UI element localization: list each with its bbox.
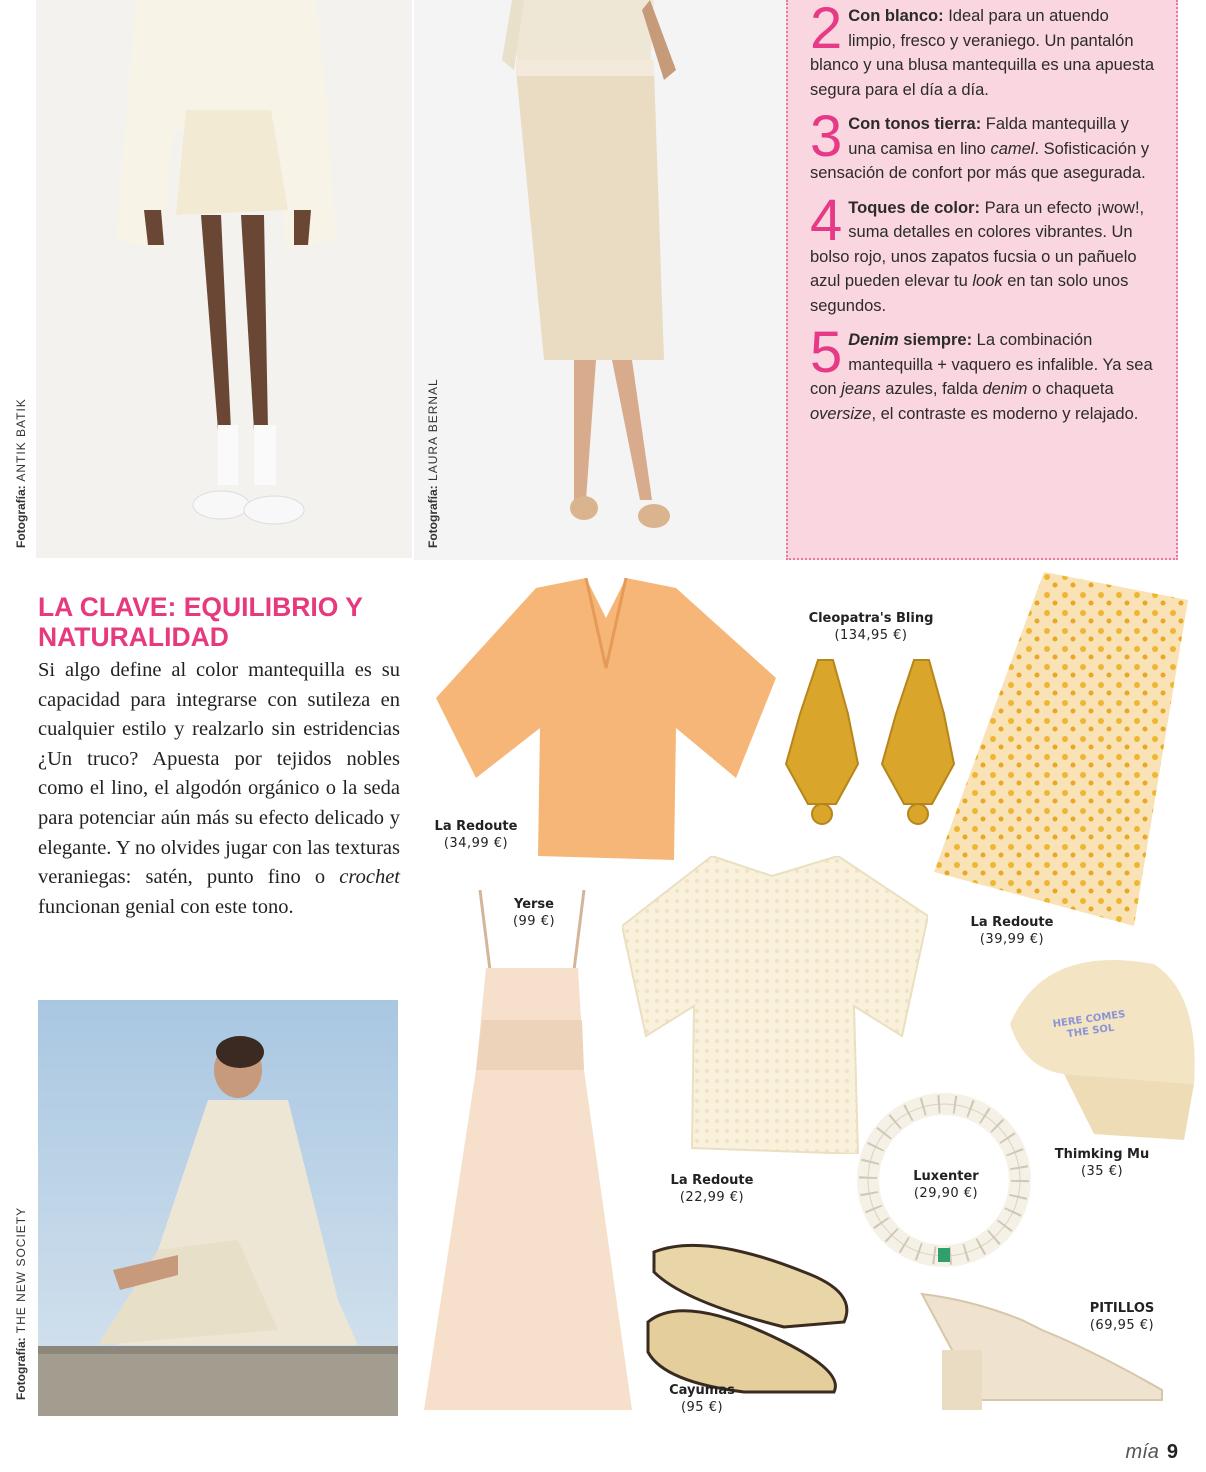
tip-3: 3 Con tonos tierra: Falda mantequilla y una camisa en lino camel. Sofisticación y sensación de confort por más que asegurada.	[810, 104, 1150, 182]
product-label-earrings	[796, 610, 946, 644]
tip-title: Denim siempre:	[848, 331, 973, 349]
photo-credit-the-new-society: Fotografía: THE NEW SOCIETY	[14, 1206, 28, 1400]
product-label-sandals	[1078, 1300, 1166, 1334]
tip-number: 4	[810, 187, 843, 253]
magazine-name: mía	[1125, 1441, 1159, 1463]
brand-name: La Redoute	[670, 1173, 754, 1188]
price: (39,99 €)	[979, 932, 1045, 947]
brand-name: Luxenter	[913, 1169, 979, 1184]
photo-credit-antik-batik: Fotografía: ANTIK BATIK	[14, 398, 28, 548]
photo-the-new-society	[38, 1000, 398, 1416]
price: (29,90 €)	[913, 1186, 979, 1201]
tip-number: 3	[810, 104, 843, 169]
product-label-skirt	[960, 914, 1064, 948]
brand-name: La Redoute	[970, 915, 1054, 930]
brand-name: Cayumas	[669, 1383, 735, 1398]
brand-name: La Redoute	[434, 819, 518, 834]
photo-laura-bernal	[414, 0, 786, 560]
price: (69,95 €)	[1089, 1318, 1155, 1333]
product-label-cap	[1044, 1146, 1160, 1180]
product-dress-image	[424, 890, 632, 1420]
tip-number: 5	[810, 320, 843, 385]
tip-number: 2	[810, 0, 843, 61]
price: (95 €)	[680, 1400, 724, 1415]
tip-text: Ideal para un atuendo limpio, fresco y veraniego. Un pantalón blanco y una blusa mantequilla es una apuesta segura para el día a día.	[810, 7, 1154, 99]
section-heading: LA CLAVE: EQUILIBRIO Y NATURALIDAD	[38, 592, 363, 652]
price: (134,95 €)	[834, 628, 908, 643]
brand-name: Thimking Mu	[1054, 1147, 1150, 1162]
section-body: Si algo define al color mantequilla es su capacidad para integrarse con sutileza en cualquier estilo y realzarlo sin estridencias ¿Un truco? Apuesta por tejidos nobles como el lino, el algodón orgánico o la seda para potenciar aún más su efecto delicado y elegante. Y no olvides jugar con las texturas veraniegas: satén, punto fino o crochet funcionan genial con este tono.	[38, 659, 400, 918]
photo-credit-laura-bernal: Fotografía: LAURA BERNAL	[426, 378, 440, 548]
photo-antik-batik	[36, 0, 412, 558]
product-loafers-image	[644, 1232, 858, 1400]
price: (34,99 €)	[443, 836, 509, 851]
tips-box	[786, 0, 1178, 560]
brand-name: Cleopatra's Bling	[808, 611, 934, 626]
tip-4: 4 Toques de color: Para un efecto ¡wow!, suma detalles en colores vibrantes. Un bolso rojo, unos zapatos fucsia o un pañuelo azul pueden elevar tu look en tan solo unos segundos.	[810, 187, 1145, 315]
tip-title: Con blanco:	[848, 7, 944, 25]
product-label-knit	[660, 1172, 764, 1206]
tip-title: Toques de color:	[848, 198, 980, 217]
page-number: 9	[1166, 1441, 1178, 1463]
product-label-bracelet	[896, 1168, 996, 1202]
price: (99 €)	[512, 914, 556, 929]
brand-name: Yerse	[513, 897, 554, 912]
tip-title: Con tonos tierra:	[848, 115, 982, 133]
tip-2	[810, 0, 1158, 102]
brand-name: PITILLOS	[1089, 1301, 1155, 1316]
cap-print-text: HERE COMES THE SOL	[1052, 1009, 1127, 1041]
product-skirt-image	[934, 572, 1188, 926]
page-folio	[1126, 1441, 1178, 1464]
price: (22,99 €)	[679, 1190, 745, 1205]
product-label-loafers	[660, 1382, 744, 1416]
product-label-blouse	[424, 818, 528, 852]
tip-5: 5 Denim siempre: La combinación mantequilla + vaquero es infalible. Ya sea con jeans azules, falda denim o chaqueta oversize, el contraste es moderno y relajado.	[810, 320, 1153, 423]
price: (35 €)	[1080, 1164, 1124, 1179]
